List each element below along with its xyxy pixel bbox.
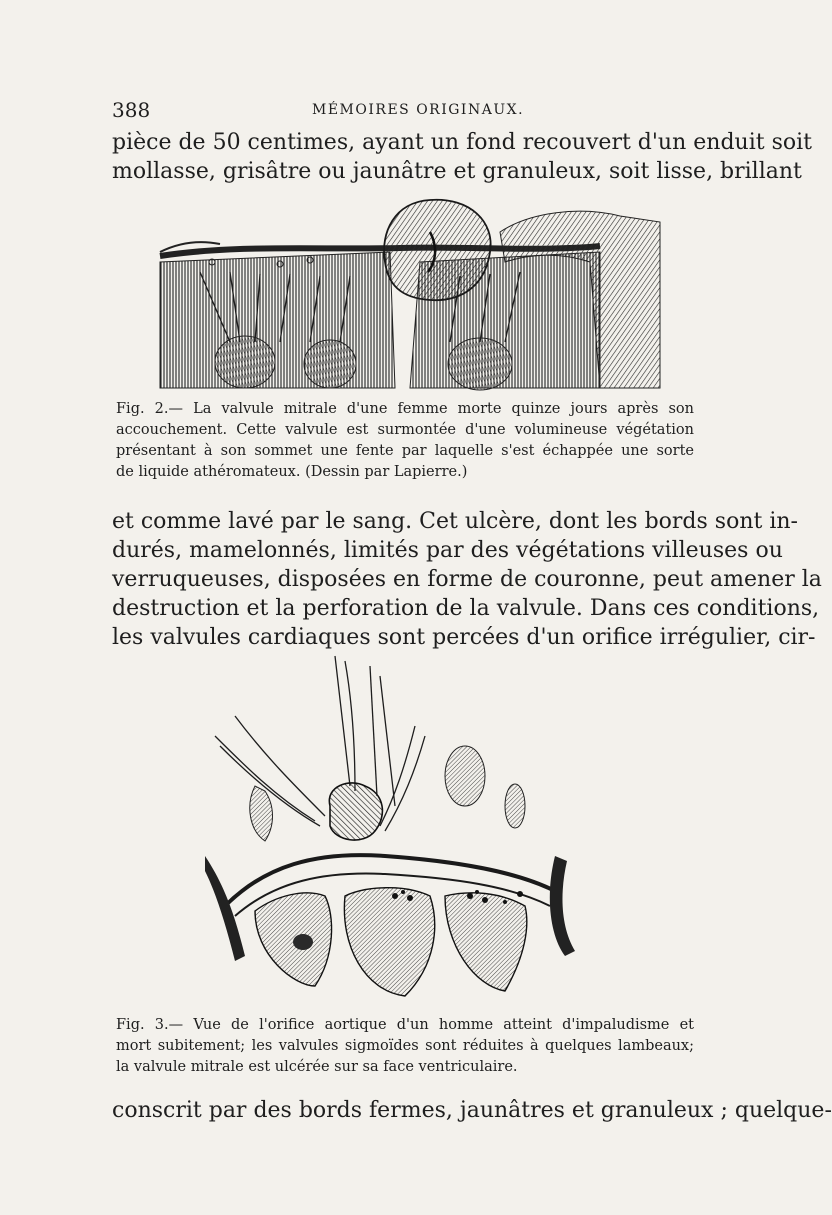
figure-3-caption	[116, 1015, 694, 1078]
papillary-muscle	[304, 340, 356, 388]
muscle-fragment	[505, 784, 525, 828]
caption-line: mort subitement; les valvules sigmoïdes sont réduites à quelques lambeaux;	[116, 1038, 694, 1054]
caption-line: Fig. 3.— Vue de l'orifice aortique d'un homme atteint d'impaludisme et	[116, 1017, 694, 1033]
running-head: MÉMOIRES ORIGINAUX.	[312, 102, 525, 118]
paragraph-2	[112, 507, 822, 652]
figure-3-illustration	[205, 656, 575, 1008]
text-line: et comme lavé par le sang. Cet ulcère, dont les bords sont in-	[112, 509, 798, 534]
page-number: 388	[112, 98, 151, 122]
text-line: les valvules cardiaques sont percées d'un orifice irrégulier, cir-	[112, 625, 816, 650]
muscle-fragment	[445, 746, 485, 806]
aortic-wall-left	[205, 856, 245, 961]
caption-line: présentant à son sommet une fente par laquelle s'est échappée une sorte	[116, 443, 694, 459]
caption-line: la valvule mitrale est ulcérée sur sa face ventriculaire.	[116, 1059, 518, 1075]
caption-line: Fig. 2.— La valvule mitrale d'une femme morte quinze jours après son	[116, 401, 694, 417]
sinus-middle	[344, 888, 434, 996]
caption-line: de liquide athéromateux. (Dessin par Lapierre.)	[116, 464, 468, 480]
ulcerated-lesion	[329, 783, 382, 840]
aortic-wall-right	[550, 856, 575, 956]
text-line: mollasse, grisâtre ou jaunâtre et granuleux, soit lisse, brillant	[112, 159, 802, 184]
sinus-left	[255, 893, 332, 986]
text-line: verruqueuses, disposées en forme de couronne, peut amener la	[112, 567, 822, 592]
caption-line: accouchement. Cette valvule est surmontée d'une volumineuse végétation	[116, 422, 694, 438]
papillary-muscle	[215, 336, 275, 388]
text-line: durés, mamelonnés, limités par des végétations villeuses ou	[112, 538, 783, 563]
figure-2-caption	[116, 399, 694, 483]
text-line: destruction et la perforation de la valvule. Dans ces conditions,	[112, 596, 820, 621]
chordae-strands	[215, 656, 425, 831]
page-header	[112, 98, 692, 126]
ventricle-wall	[160, 252, 395, 388]
text-line: conscrit par des bords fermes, jaunâtres et granuleux ; quelque-	[112, 1098, 832, 1123]
vegetation	[384, 200, 491, 300]
figure-2-illustration	[160, 192, 660, 388]
muscle-fragment	[250, 786, 273, 841]
paragraph-1	[112, 128, 812, 186]
text-line: pièce de 50 centimes, ayant un fond recouvert d'un enduit soit	[112, 130, 812, 155]
papillary-muscle	[448, 338, 512, 390]
paragraph-3	[112, 1096, 832, 1125]
sinus-right	[445, 893, 527, 991]
